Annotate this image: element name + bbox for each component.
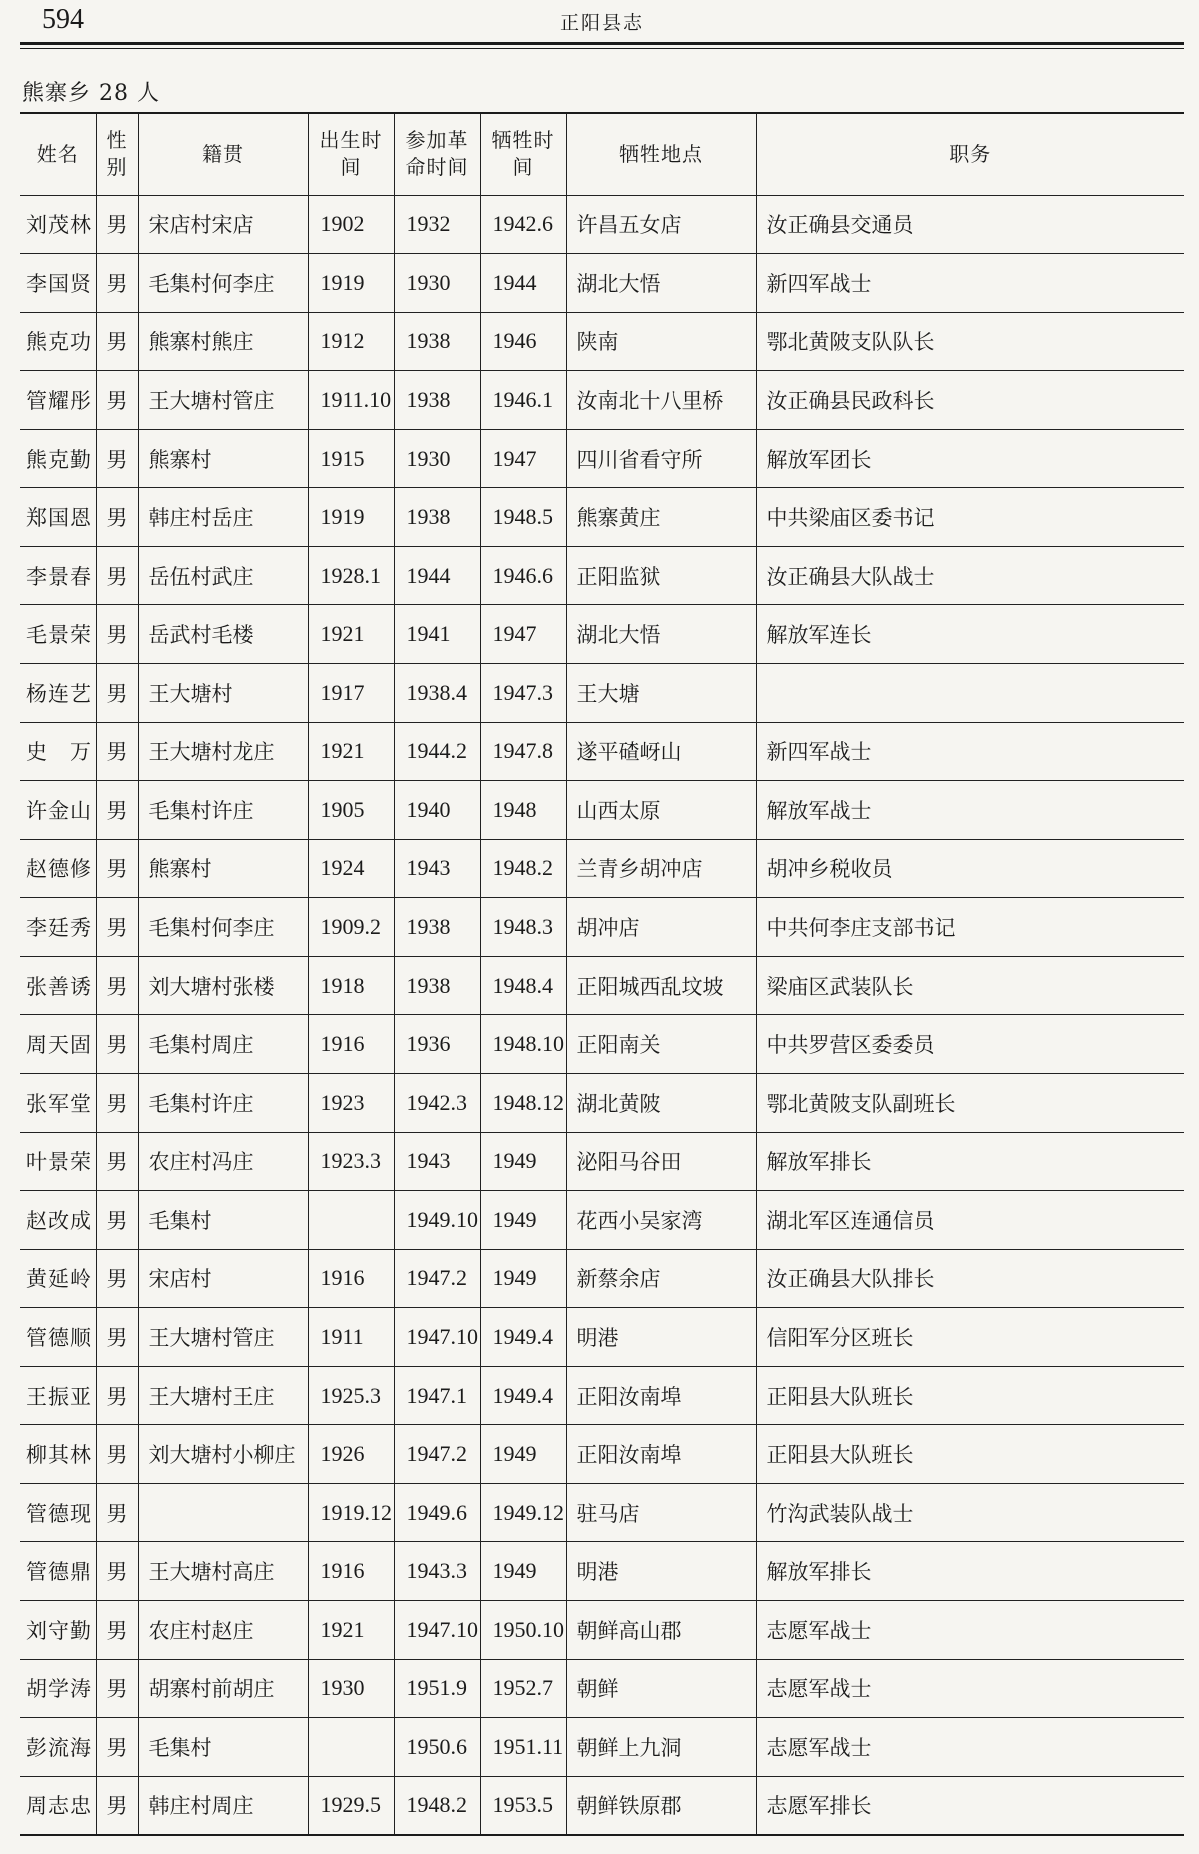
cell-post: 新四军战士: [756, 722, 1184, 781]
cell-post: 志愿军战士: [756, 1659, 1184, 1718]
cell-birth: 1919: [308, 488, 394, 547]
cell-native-place: 韩庄村岳庄: [138, 488, 308, 547]
cell-sex: 男: [96, 1659, 138, 1718]
cell-birth: 1916: [308, 1249, 394, 1308]
cell-post: 志愿军战士: [756, 1601, 1184, 1660]
cell-sex: 男: [96, 312, 138, 371]
cell-name: 黄延岭: [20, 1249, 96, 1308]
cell-joined: 1938: [394, 371, 480, 430]
table-row: [20, 722, 1184, 781]
cell-native-place: 王大塘村王庄: [138, 1366, 308, 1425]
cell-birth: 1924: [308, 839, 394, 898]
cell-joined: 1951.9: [394, 1659, 480, 1718]
cell-place: 正阳汝南埠: [566, 1425, 756, 1484]
cell-native-place: 农庄村冯庄: [138, 1132, 308, 1191]
cell-name: 叶景荣: [20, 1132, 96, 1191]
table-row: [20, 1132, 1184, 1191]
cell-died: 1948.10: [480, 1015, 566, 1074]
cell-died: 1949: [480, 1132, 566, 1191]
cell-sex: 男: [96, 1015, 138, 1074]
cell-post: 梁庙区武装队长: [756, 956, 1184, 1015]
cell-native-place: 胡寨村前胡庄: [138, 1659, 308, 1718]
cell-joined: 1938: [394, 488, 480, 547]
cell-died: 1948.12: [480, 1073, 566, 1132]
cell-birth: 1911: [308, 1308, 394, 1367]
cell-post: 志愿军排长: [756, 1776, 1184, 1835]
cell-sex: 男: [96, 254, 138, 313]
cell-sex: 男: [96, 1366, 138, 1425]
cell-place: 正阳汝南埠: [566, 1366, 756, 1425]
table-row: [20, 898, 1184, 957]
table-row: [20, 1718, 1184, 1777]
cell-sex: 男: [96, 1308, 138, 1367]
cell-birth: 1918: [308, 956, 394, 1015]
cell-name: 熊克勤: [20, 429, 96, 488]
cell-died: 1950.10: [480, 1601, 566, 1660]
cell-post: 正阳县大队班长: [756, 1425, 1184, 1484]
cell-birth: 1915: [308, 429, 394, 488]
cell-sex: 男: [96, 1073, 138, 1132]
cell-native-place: 农庄村赵庄: [138, 1601, 308, 1660]
cell-place: 湖北黄陂: [566, 1073, 756, 1132]
cell-died: 1949.4: [480, 1308, 566, 1367]
cell-birth: 1921: [308, 1601, 394, 1660]
cell-post: 中共何李庄支部书记: [756, 898, 1184, 957]
cell-name: 管德顺: [20, 1308, 96, 1367]
table-body: [20, 195, 1184, 1835]
cell-native-place: 毛集村许庄: [138, 1073, 308, 1132]
cell-sex: 男: [96, 371, 138, 430]
cell-place: 许昌五女店: [566, 195, 756, 254]
cell-died: 1948.4: [480, 956, 566, 1015]
cell-birth: 1926: [308, 1425, 394, 1484]
cell-birth: 1916: [308, 1542, 394, 1601]
header-rule-thick: [20, 42, 1184, 45]
cell-native-place: 毛集村何李庄: [138, 254, 308, 313]
cell-sex: 男: [96, 1425, 138, 1484]
cell-died: 1949.4: [480, 1366, 566, 1425]
cell-post: 解放军团长: [756, 429, 1184, 488]
cell-place: 朝鲜铁原郡: [566, 1776, 756, 1835]
cell-joined: 1941: [394, 605, 480, 664]
cell-name: 李景春: [20, 546, 96, 605]
cell-place: 驻马店: [566, 1483, 756, 1542]
cell-joined: 1947.2: [394, 1249, 480, 1308]
cell-place: 新蔡余店: [566, 1249, 756, 1308]
cell-birth: 1909.2: [308, 898, 394, 957]
cell-native-place: 毛集村许庄: [138, 781, 308, 840]
cell-place: 山西太原: [566, 781, 756, 840]
cell-native-place: 毛集村周庄: [138, 1015, 308, 1074]
cell-place: 王大塘: [566, 664, 756, 723]
table-row: [20, 1425, 1184, 1484]
cell-place: 湖北大悟: [566, 605, 756, 664]
cell-native-place: 毛集村: [138, 1718, 308, 1777]
cell-birth: 1916: [308, 1015, 394, 1074]
cell-post: 竹沟武装队战士: [756, 1483, 1184, 1542]
cell-birth: [308, 1191, 394, 1250]
cell-place: 遂平碴岈山: [566, 722, 756, 781]
table-row: [20, 254, 1184, 313]
cell-sex: 男: [96, 722, 138, 781]
cell-place: 明港: [566, 1542, 756, 1601]
cell-birth: 1911.10: [308, 371, 394, 430]
col-header-joined: 参加革命时间: [394, 113, 480, 195]
cell-joined: 1943: [394, 1132, 480, 1191]
cell-name: 赵改成: [20, 1191, 96, 1250]
cell-place: 正阳城西乱坟坡: [566, 956, 756, 1015]
cell-name: 张善诱: [20, 956, 96, 1015]
cell-name: 刘茂林: [20, 195, 96, 254]
cell-place: 泌阳马谷田: [566, 1132, 756, 1191]
cell-joined: 1949.6: [394, 1483, 480, 1542]
cell-birth: 1929.5: [308, 1776, 394, 1835]
table-row: [20, 1542, 1184, 1601]
cell-died: 1947: [480, 605, 566, 664]
table-row: [20, 1015, 1184, 1074]
page-number: 594: [42, 4, 84, 35]
cell-post: 鄂北黄陂支队队长: [756, 312, 1184, 371]
cell-post: 湖北军区连通信员: [756, 1191, 1184, 1250]
cell-post: 解放军排长: [756, 1542, 1184, 1601]
table-row: [20, 1366, 1184, 1425]
cell-place: 花西小吴家湾: [566, 1191, 756, 1250]
cell-post: 鄂北黄陂支队副班长: [756, 1073, 1184, 1132]
cell-died: 1949: [480, 1425, 566, 1484]
cell-died: 1946.1: [480, 371, 566, 430]
cell-name: 杨连艺: [20, 664, 96, 723]
cell-native-place: 熊寨村熊庄: [138, 312, 308, 371]
cell-sex: 男: [96, 664, 138, 723]
cell-birth: 1902: [308, 195, 394, 254]
cell-joined: 1943: [394, 839, 480, 898]
cell-post: 汝正确县大队战士: [756, 546, 1184, 605]
cell-post: 志愿军战士: [756, 1718, 1184, 1777]
cell-native-place: 熊寨村: [138, 429, 308, 488]
cell-native-place: 刘大塘村张楼: [138, 956, 308, 1015]
table-row: [20, 1308, 1184, 1367]
cell-native-place: 宋店村宋店: [138, 195, 308, 254]
cell-joined: 1948.2: [394, 1776, 480, 1835]
cell-birth: 1919.12: [308, 1483, 394, 1542]
cell-name: 刘守勤: [20, 1601, 96, 1660]
cell-name: 管德现: [20, 1483, 96, 1542]
cell-native-place: 王大塘村管庄: [138, 1308, 308, 1367]
col-header-place: 牺牲地点: [566, 113, 756, 195]
cell-birth: 1905: [308, 781, 394, 840]
cell-died: 1948: [480, 781, 566, 840]
cell-name: 彭流海: [20, 1718, 96, 1777]
cell-post: 新四军战士: [756, 254, 1184, 313]
cell-died: 1949.12: [480, 1483, 566, 1542]
cell-sex: 男: [96, 1542, 138, 1601]
cell-died: 1948.2: [480, 839, 566, 898]
cell-place: 朝鲜高山郡: [566, 1601, 756, 1660]
cell-birth: 1923: [308, 1073, 394, 1132]
cell-joined: 1944.2: [394, 722, 480, 781]
cell-birth: 1921: [308, 605, 394, 664]
cell-joined: 1942.3: [394, 1073, 480, 1132]
table-row: [20, 546, 1184, 605]
cell-place: 明港: [566, 1308, 756, 1367]
cell-joined: 1938.4: [394, 664, 480, 723]
cell-post: 解放军排长: [756, 1132, 1184, 1191]
cell-joined: 1947.1: [394, 1366, 480, 1425]
cell-name: 王振亚: [20, 1366, 96, 1425]
cell-native-place: 刘大塘村小柳庄: [138, 1425, 308, 1484]
cell-died: 1944: [480, 254, 566, 313]
cell-post: 胡冲乡税收员: [756, 839, 1184, 898]
cell-post: 正阳县大队班长: [756, 1366, 1184, 1425]
cell-joined: 1950.6: [394, 1718, 480, 1777]
cell-sex: 男: [96, 1601, 138, 1660]
cell-native-place: 熊寨村: [138, 839, 308, 898]
table-row: [20, 1249, 1184, 1308]
cell-died: 1942.6: [480, 195, 566, 254]
cell-name: 郑国恩: [20, 488, 96, 547]
cell-birth: 1921: [308, 722, 394, 781]
cell-sex: 男: [96, 546, 138, 605]
table-row: [20, 956, 1184, 1015]
cell-birth: [308, 1718, 394, 1777]
cell-native-place: 王大塘村高庄: [138, 1542, 308, 1601]
cell-died: 1952.7: [480, 1659, 566, 1718]
cell-joined: 1938: [394, 312, 480, 371]
cell-birth: 1925.3: [308, 1366, 394, 1425]
cell-name: 毛景荣: [20, 605, 96, 664]
cell-joined: 1940: [394, 781, 480, 840]
cell-birth: 1930: [308, 1659, 394, 1718]
cell-post: [756, 664, 1184, 723]
col-header-birth: 出生时间: [308, 113, 394, 195]
cell-name: 管耀彤: [20, 371, 96, 430]
cell-place: 朝鲜上九洞: [566, 1718, 756, 1777]
cell-place: 正阳南关: [566, 1015, 756, 1074]
cell-name: 周天固: [20, 1015, 96, 1074]
cell-joined: 1938: [394, 956, 480, 1015]
cell-joined: 1938: [394, 898, 480, 957]
cell-native-place: 王大塘村龙庄: [138, 722, 308, 781]
cell-post: 解放军战士: [756, 781, 1184, 840]
cell-name: 熊克功: [20, 312, 96, 371]
cell-native-place: 韩庄村周庄: [138, 1776, 308, 1835]
cell-native-place: 王大塘村管庄: [138, 371, 308, 430]
cell-joined: 1947.2: [394, 1425, 480, 1484]
running-title: 正阳县志: [559, 12, 644, 34]
cell-joined: 1932: [394, 195, 480, 254]
cell-native-place: 岳武村毛楼: [138, 605, 308, 664]
cell-sex: 男: [96, 1249, 138, 1308]
cell-died: 1948.5: [480, 488, 566, 547]
cell-died: 1947: [480, 429, 566, 488]
table-row: [20, 839, 1184, 898]
table-row: [20, 605, 1184, 664]
table-row: [20, 664, 1184, 723]
table-row: [20, 1659, 1184, 1718]
cell-died: 1947.3: [480, 664, 566, 723]
cell-sex: 男: [96, 898, 138, 957]
cell-native-place: 王大塘村: [138, 664, 308, 723]
cell-sex: 男: [96, 195, 138, 254]
table-row: [20, 1601, 1184, 1660]
col-header-name: 姓名: [20, 113, 96, 195]
cell-sex: 男: [96, 781, 138, 840]
cell-name: 史 万: [20, 722, 96, 781]
table-row: [20, 312, 1184, 371]
cell-place: 兰青乡胡冲店: [566, 839, 756, 898]
cell-birth: 1928.1: [308, 546, 394, 605]
cell-name: 张军堂: [20, 1073, 96, 1132]
page-header: [20, 0, 1184, 40]
cell-name: 管德鼎: [20, 1542, 96, 1601]
cell-died: 1949: [480, 1542, 566, 1601]
cell-post: 信阳军分区班长: [756, 1308, 1184, 1367]
cell-died: 1949: [480, 1191, 566, 1250]
cell-died: 1947.8: [480, 722, 566, 781]
cell-birth: 1917: [308, 664, 394, 723]
cell-sex: 男: [96, 956, 138, 1015]
cell-post: 汝正确县交通员: [756, 195, 1184, 254]
cell-died: 1946.6: [480, 546, 566, 605]
cell-birth: 1923.3: [308, 1132, 394, 1191]
table-row: [20, 1191, 1184, 1250]
col-header-post: 职务: [756, 113, 1184, 195]
cell-native-place: 岳伍村武庄: [138, 546, 308, 605]
cell-joined: 1947.10: [394, 1308, 480, 1367]
cell-name: 李廷秀: [20, 898, 96, 957]
table-row: [20, 429, 1184, 488]
table-row: [20, 781, 1184, 840]
cell-joined: 1936: [394, 1015, 480, 1074]
section-title: 熊寨乡 28 人: [22, 81, 160, 106]
table-row: [20, 1776, 1184, 1835]
col-header-native-place: 籍贯: [138, 113, 308, 195]
cell-place: 四川省看守所: [566, 429, 756, 488]
cell-joined: 1930: [394, 429, 480, 488]
cell-joined: 1944: [394, 546, 480, 605]
cell-native-place: 宋店村: [138, 1249, 308, 1308]
martyr-roster-table: [20, 112, 1184, 1836]
cell-birth: 1912: [308, 312, 394, 371]
cell-died: 1946: [480, 312, 566, 371]
table-row: [20, 195, 1184, 254]
cell-name: 赵德修: [20, 839, 96, 898]
table-row: [20, 488, 1184, 547]
table-row: [20, 1073, 1184, 1132]
cell-post: 解放军连长: [756, 605, 1184, 664]
cell-died: 1951.11: [480, 1718, 566, 1777]
table-header-row: [20, 113, 1184, 195]
cell-native-place: [138, 1483, 308, 1542]
cell-place: 汝南北十八里桥: [566, 371, 756, 430]
cell-name: 周志忠: [20, 1776, 96, 1835]
cell-sex: 男: [96, 1132, 138, 1191]
cell-name: 许金山: [20, 781, 96, 840]
cell-joined: 1943.3: [394, 1542, 480, 1601]
cell-post: 汝正确县大队排长: [756, 1249, 1184, 1308]
cell-place: 正阳监狱: [566, 546, 756, 605]
cell-died: 1948.3: [480, 898, 566, 957]
cell-place: 胡冲店: [566, 898, 756, 957]
cell-name: 胡学涛: [20, 1659, 96, 1718]
cell-native-place: 毛集村: [138, 1191, 308, 1250]
cell-post: 汝正确县民政科长: [756, 371, 1184, 430]
cell-name: 李国贤: [20, 254, 96, 313]
cell-joined: 1949.10: [394, 1191, 480, 1250]
cell-sex: 男: [96, 605, 138, 664]
col-header-died: 牺牲时间: [480, 113, 566, 195]
cell-sex: 男: [96, 1483, 138, 1542]
cell-place: 湖北大悟: [566, 254, 756, 313]
cell-joined: 1930: [394, 254, 480, 313]
cell-post: 中共梁庙区委书记: [756, 488, 1184, 547]
cell-died: 1949: [480, 1249, 566, 1308]
table-row: [20, 1483, 1184, 1542]
cell-birth: 1919: [308, 254, 394, 313]
cell-joined: 1947.10: [394, 1601, 480, 1660]
cell-place: 熊寨黄庄: [566, 488, 756, 547]
cell-sex: 男: [96, 1718, 138, 1777]
cell-native-place: 毛集村何李庄: [138, 898, 308, 957]
cell-sex: 男: [96, 1776, 138, 1835]
table-row: [20, 371, 1184, 430]
cell-place: 朝鲜: [566, 1659, 756, 1718]
cell-sex: 男: [96, 839, 138, 898]
col-header-sex: 性别: [96, 113, 138, 195]
cell-sex: 男: [96, 429, 138, 488]
cell-post: 中共罗营区委委员: [756, 1015, 1184, 1074]
cell-died: 1953.5: [480, 1776, 566, 1835]
cell-name: 柳其林: [20, 1425, 96, 1484]
cell-place: 陕南: [566, 312, 756, 371]
header-rule-thin: [20, 48, 1184, 49]
cell-sex: 男: [96, 1191, 138, 1250]
cell-sex: 男: [96, 488, 138, 547]
